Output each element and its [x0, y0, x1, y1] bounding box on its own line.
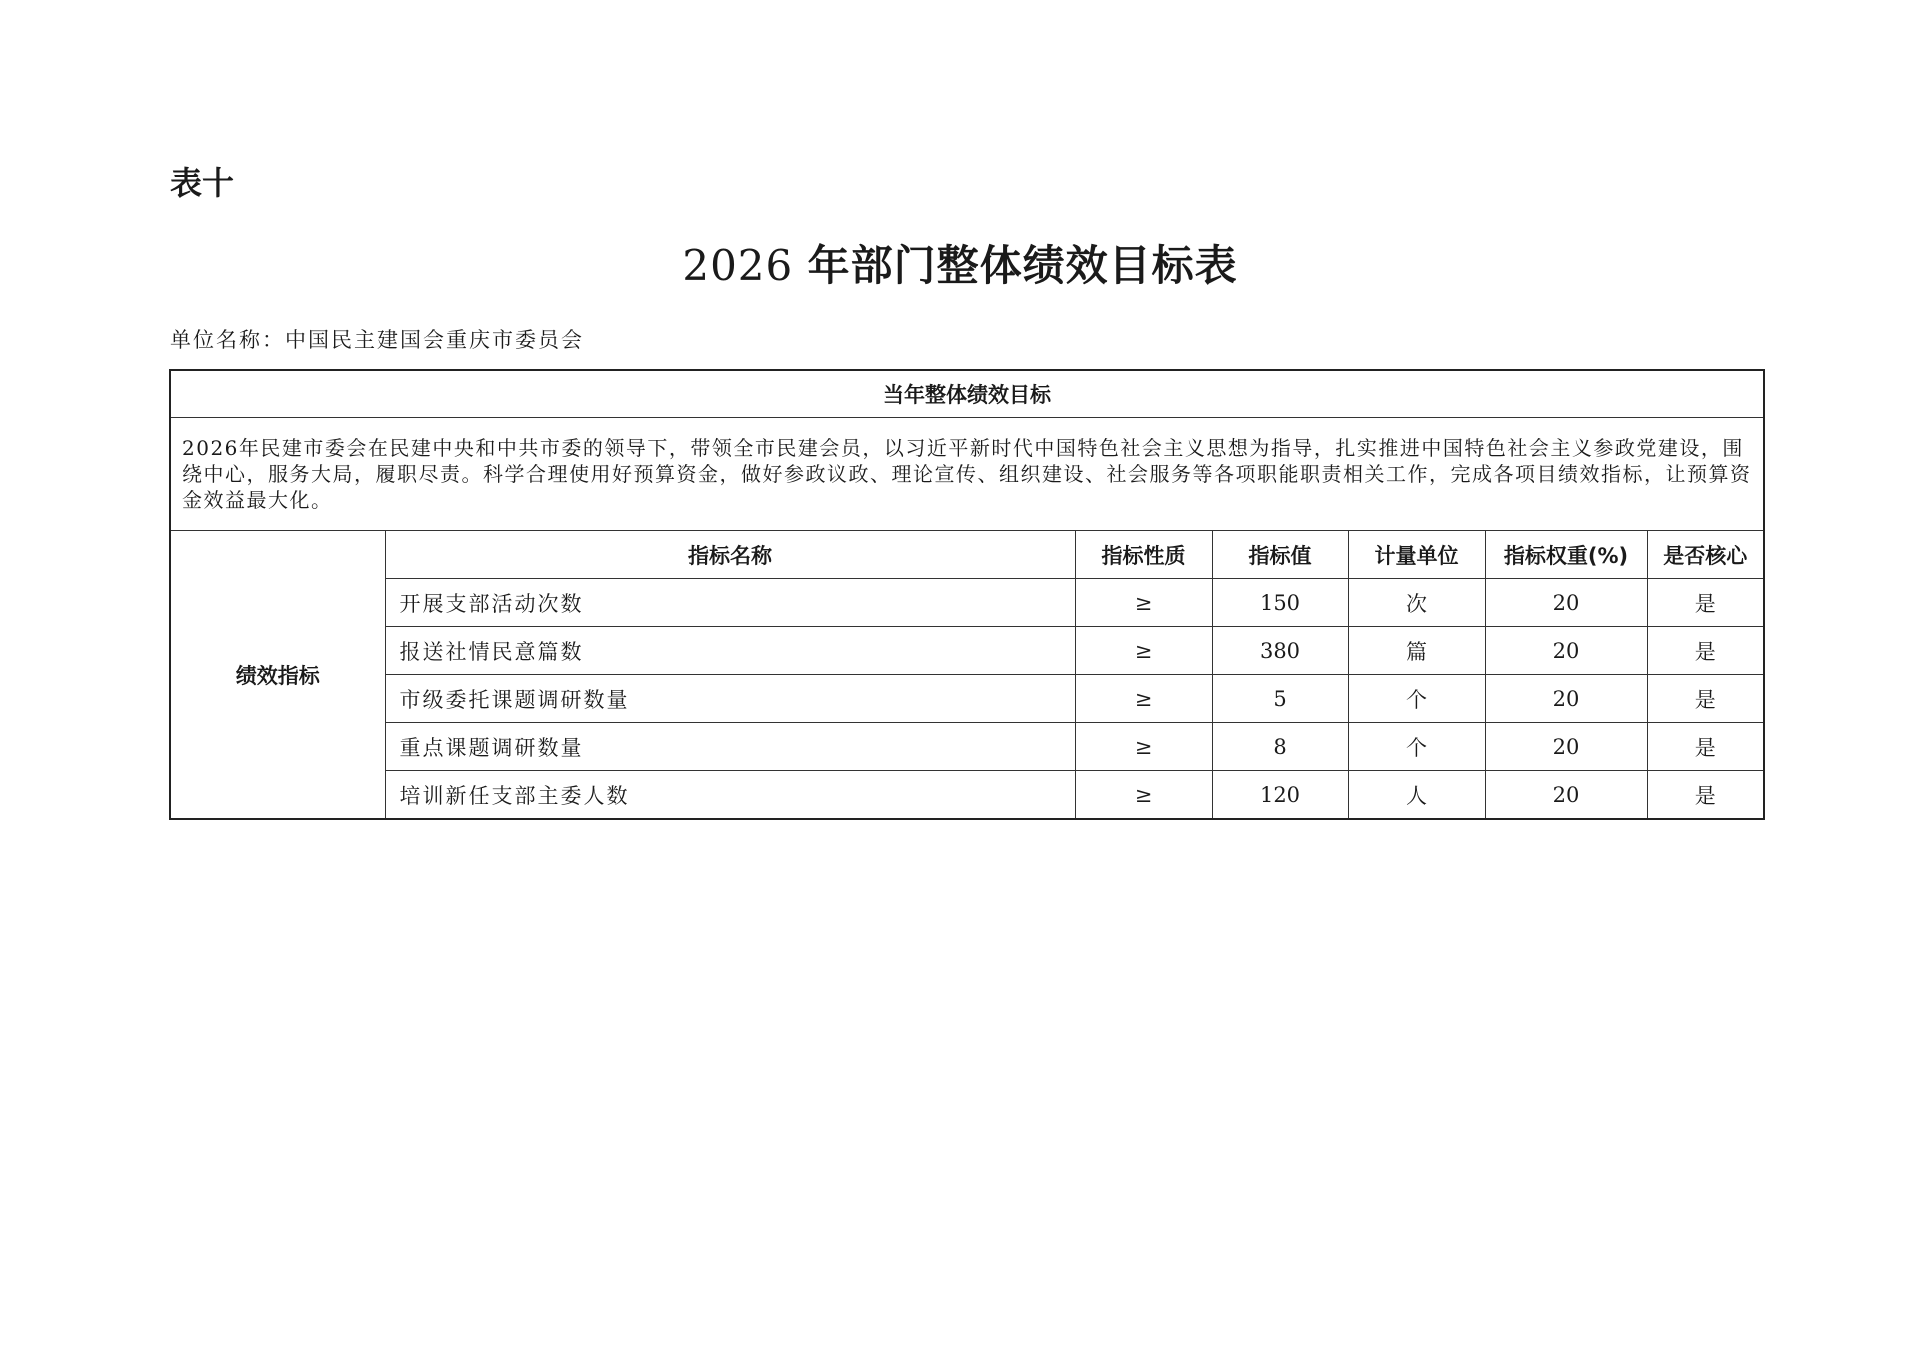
indicator-weight: 20	[1485, 579, 1647, 627]
indicator-unit: 次	[1348, 579, 1485, 627]
indicator-nature: ≥	[1075, 627, 1212, 675]
indicator-unit: 篇	[1348, 627, 1485, 675]
column-header-value: 指标值	[1212, 531, 1348, 579]
indicator-core: 是	[1647, 723, 1764, 771]
indicator-unit: 人	[1348, 771, 1485, 820]
table-row	[170, 579, 1764, 627]
goal-section-header: 当年整体绩效目标	[170, 370, 1764, 418]
indicator-core: 是	[1647, 579, 1764, 627]
indicator-value: 120	[1212, 771, 1348, 820]
indicator-value: 5	[1212, 675, 1348, 723]
indicator-name: 开展支部活动次数	[385, 579, 1075, 627]
indicator-value: 380	[1212, 627, 1348, 675]
column-header-core: 是否核心	[1647, 531, 1764, 579]
indicator-core: 是	[1647, 627, 1764, 675]
indicator-name: 重点课题调研数量	[385, 723, 1075, 771]
indicator-nature: ≥	[1075, 771, 1212, 820]
title-text: 年部门整体绩效目标表	[807, 241, 1238, 290]
title-year: 2026	[682, 241, 794, 290]
performance-table	[169, 369, 1765, 820]
indicator-nature: ≥	[1075, 723, 1212, 771]
indicator-core: 是	[1647, 675, 1764, 723]
table-row	[170, 627, 1764, 675]
indicator-value: 8	[1212, 723, 1348, 771]
indicator-name: 报送社情民意篇数	[385, 627, 1075, 675]
indicator-weight: 20	[1485, 627, 1647, 675]
column-header-unit: 计量单位	[1348, 531, 1485, 579]
unit-name-line	[170, 326, 584, 354]
indicator-weight: 20	[1485, 723, 1647, 771]
goal-description: 2026年民建市委会在民建中央和中共市委的领导下，带领全市民建会员，以习近平新时代中国特色社会主义思想为指导，扎实推进中国特色社会主义参政党建设，围绕中心，服务大局，履职尽责。科学合理使用好预算资金，做好参政议政、理论宣传、组织建设、社会服务等各项职能职责相关工作，完成各项目绩效指标，让预算资金效益最大化。	[170, 418, 1764, 531]
table-row	[170, 771, 1764, 820]
indicator-weight: 20	[1485, 675, 1647, 723]
page-title	[0, 240, 1920, 292]
column-header-name: 指标名称	[385, 531, 1075, 579]
table-row	[170, 675, 1764, 723]
indicator-weight: 20	[1485, 771, 1647, 820]
indicators-row-label: 绩效指标	[170, 531, 385, 820]
indicator-nature: ≥	[1075, 675, 1212, 723]
indicator-name: 市级委托课题调研数量	[385, 675, 1075, 723]
column-header-weight: 指标权重(%)	[1485, 531, 1647, 579]
indicator-name: 培训新任支部主委人数	[385, 771, 1075, 820]
indicator-unit: 个	[1348, 723, 1485, 771]
indicator-value: 150	[1212, 579, 1348, 627]
unit-name: 中国民主建国会重庆市委员会	[285, 328, 584, 352]
column-header-nature: 指标性质	[1075, 531, 1212, 579]
indicator-unit: 个	[1348, 675, 1485, 723]
table-row	[170, 723, 1764, 771]
indicator-nature: ≥	[1075, 579, 1212, 627]
table-number: 表十	[170, 164, 235, 202]
unit-label: 单位名称：	[170, 328, 285, 352]
indicator-core: 是	[1647, 771, 1764, 820]
